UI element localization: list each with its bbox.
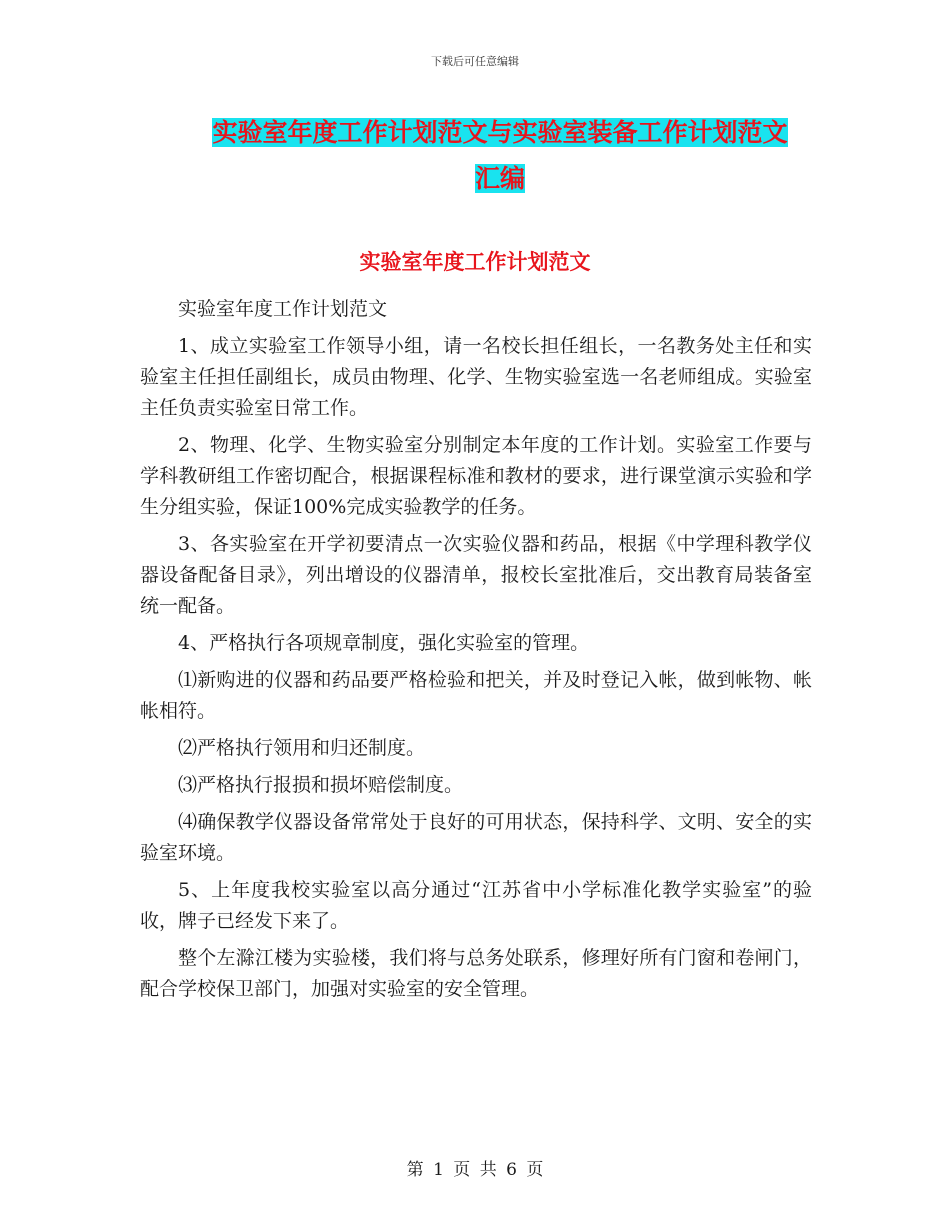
paragraph: ⑵严格执行领用和归还制度。 — [178, 737, 426, 759]
paragraph: 整个左滁江楼为实验楼，我们将与总务处联系，修理好所有门窗和卷闸门，配合学校保卫部门，加强对实验室的安全管理。 — [140, 947, 812, 1000]
document-title — [140, 110, 860, 202]
header-note: 下载后可任意编辑 — [431, 55, 519, 68]
section-title: 实验室年度工作计划范文 — [359, 250, 591, 274]
title-line-1: 实验室年度工作计划范文与实验室装备工作计划范文 — [212, 118, 788, 147]
paragraph: 实验室年度工作计划范文 — [178, 298, 388, 320]
paragraph: 4、严格执行各项规章制度，强化实验室的管理。 — [178, 632, 590, 654]
paragraph: ⑴新购进的仪器和药品要严格检验和把关，并及时登记入帐，做到帐物、帐帐相符。 — [140, 669, 812, 722]
paragraph: 1、成立实验室工作领导小组，请一名校长担任组长，一名教务处主任和实验室主任担任副组长，成员由物理、化学、生物实验室选一名老师组成。实验室主任负责实验室日常工作。 — [140, 335, 812, 419]
paragraph: ⑶严格执行报损和损坏赔偿制度。 — [178, 774, 464, 796]
document-body — [140, 294, 812, 1011]
paragraph: 3、各实验室在开学初要清点一次实验仪器和药品，根据《中学理科教学仪器设备配备目录》，列出增设的仪器清单，报校长室批准后，交出教育局装备室统一配备。 — [140, 533, 812, 617]
title-line-2: 汇编 — [474, 164, 525, 193]
paragraph: 2、物理、化学、生物实验室分别制定本年度的工作计划。实验室工作要与学科教研组工作密切配合，根据课程标准和教材的要求，进行课堂演示实验和学生分组实验，保证100%完成实验教学的任务。 — [140, 434, 812, 518]
page-footer: 第 1 页 共 6 页 — [406, 1160, 544, 1180]
paragraph: ⑷确保教学仪器设备常常处于良好的可用状态，保持科学、文明、安全的实验室环境。 — [140, 811, 812, 864]
paragraph: 5、上年度我校实验室以高分通过“江苏省中小学标准化教学实验室”的验收，牌子已经发下来了。 — [140, 879, 812, 932]
